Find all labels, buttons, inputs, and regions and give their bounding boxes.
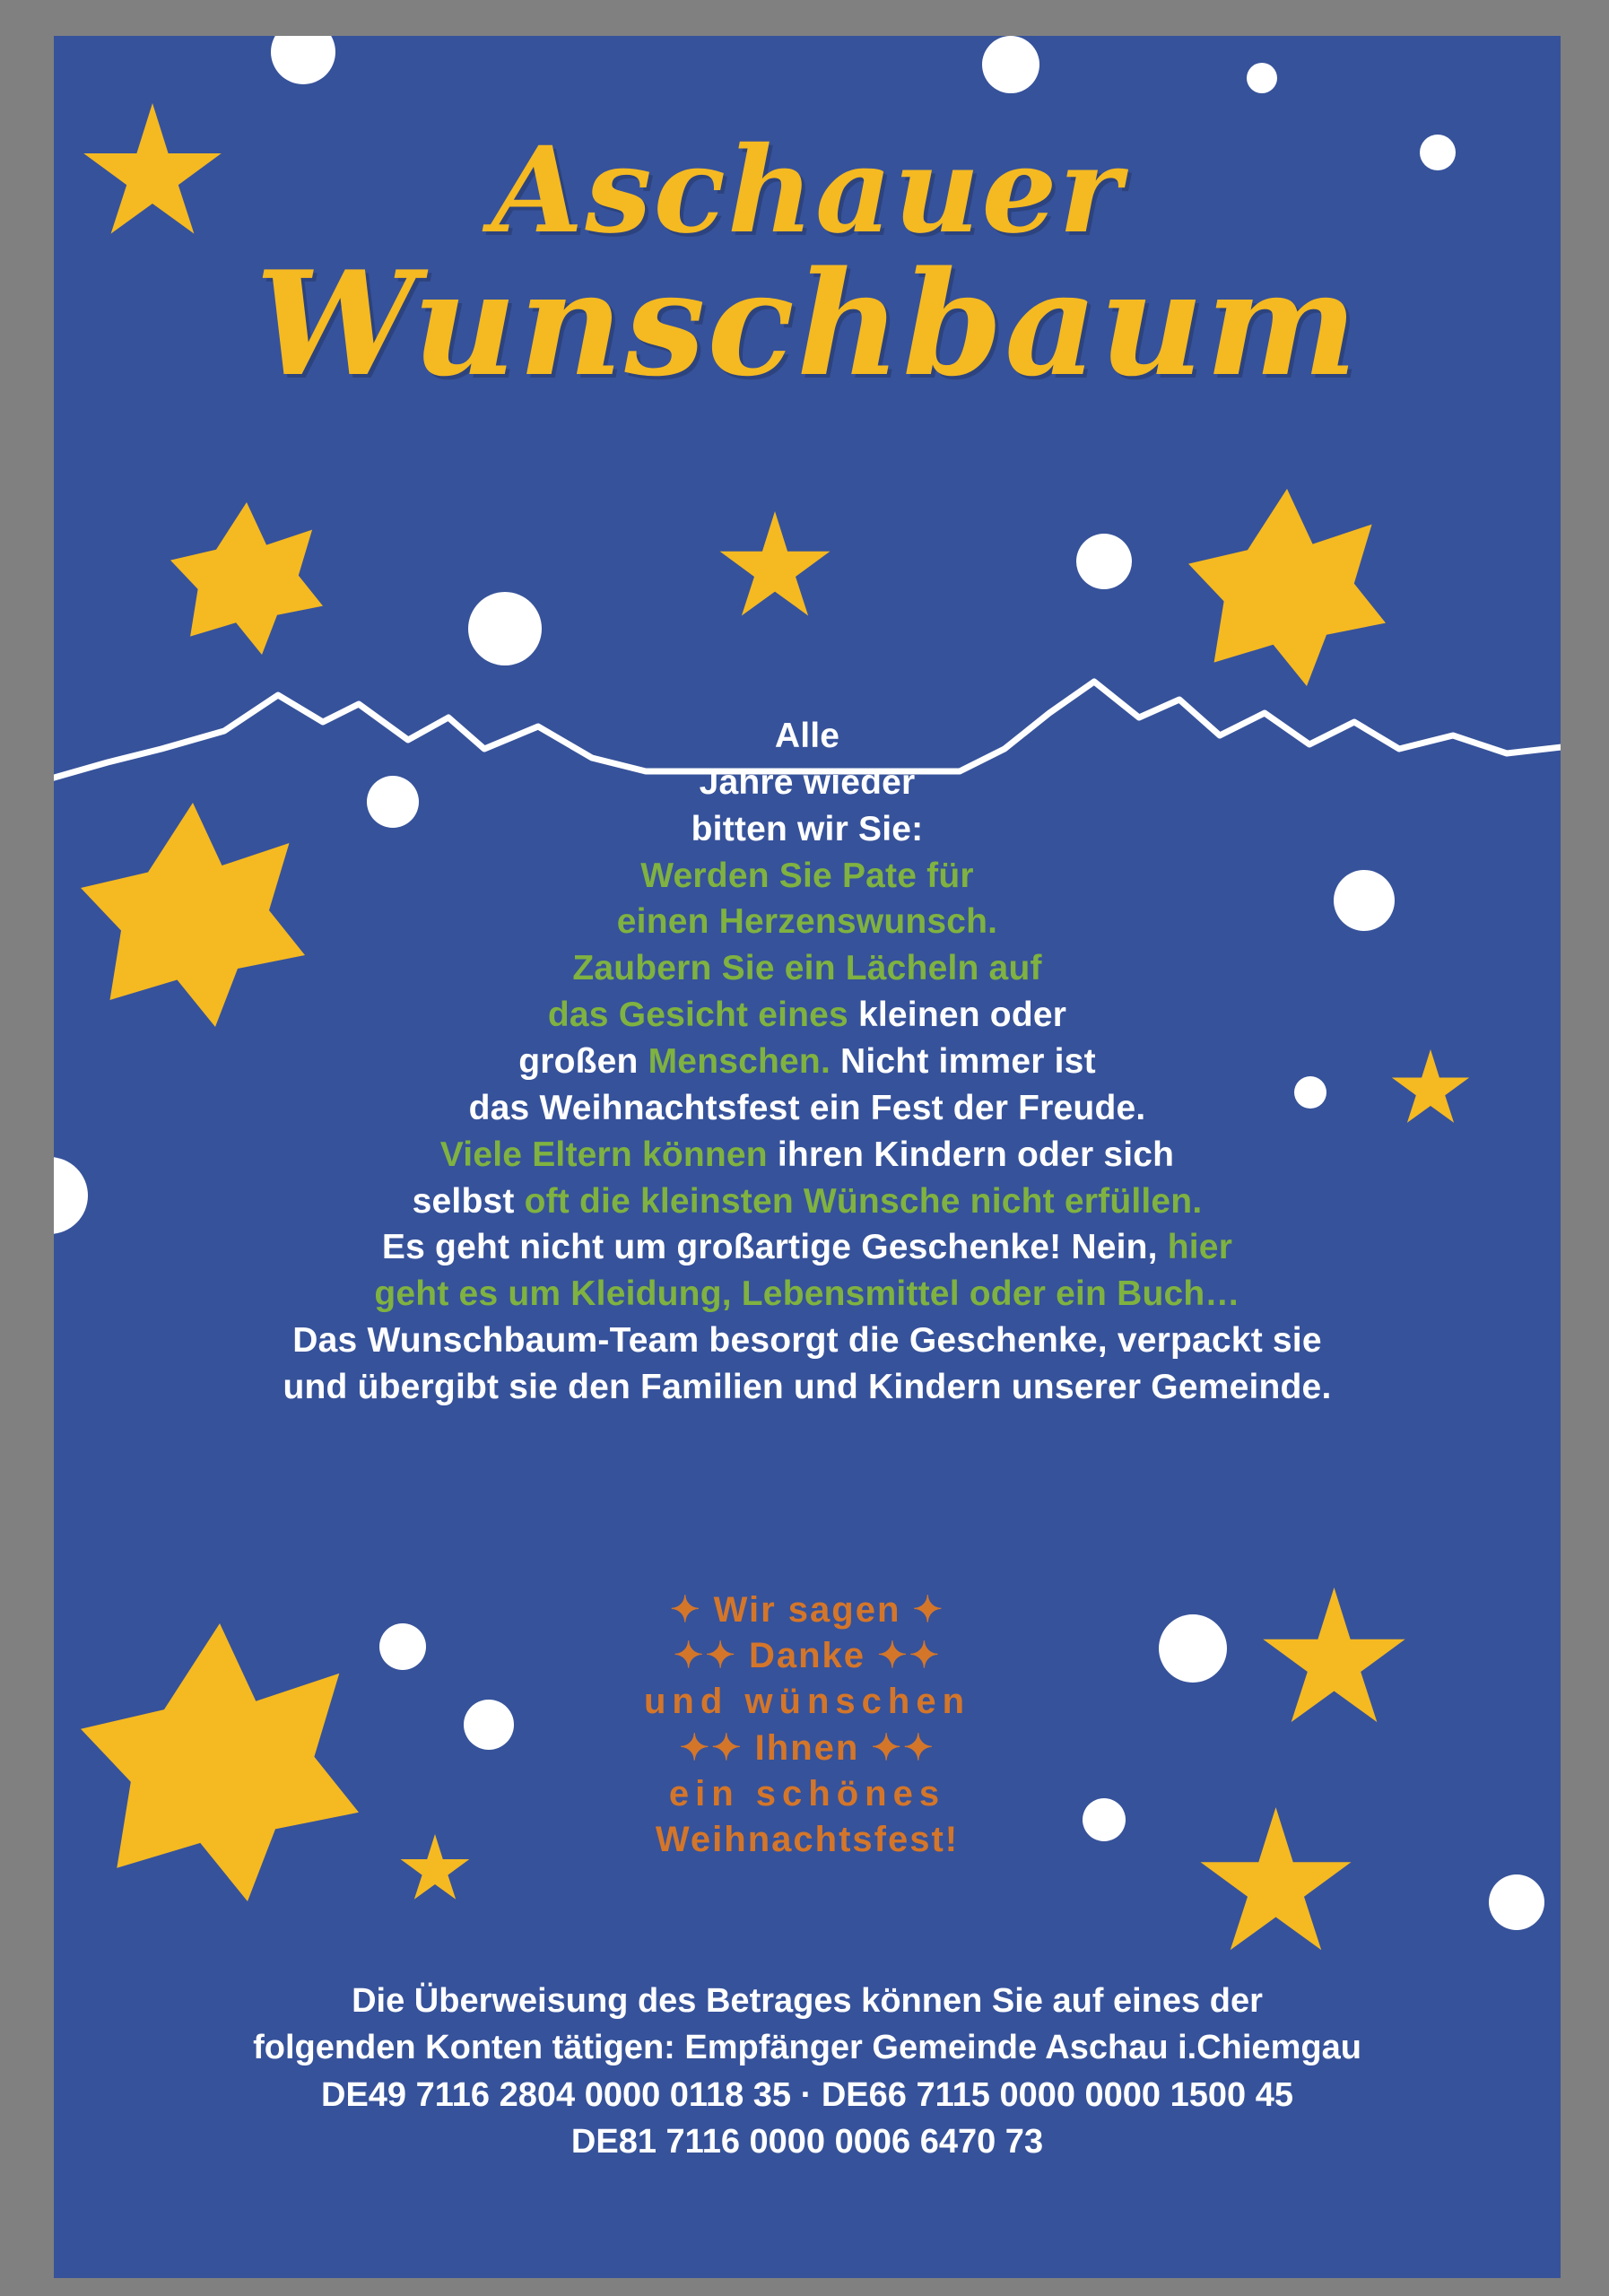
intro-text-segment: und übergibt sie den Familien und Kindern unserer Gemeinde. <box>283 1368 1332 1407</box>
snow-dot <box>464 1700 514 1750</box>
intro-text-segment: das Gesicht eines <box>547 996 858 1035</box>
intro-line <box>117 806 1498 853</box>
star-decoration <box>1260 1587 1408 1735</box>
thanks-block <box>556 1587 1058 1863</box>
snow-dot <box>468 592 542 665</box>
intro-text-segment: Nicht immer ist <box>830 1042 1096 1082</box>
star-decoration <box>170 502 323 655</box>
intro-line <box>117 760 1498 806</box>
intro-line <box>117 1085 1498 1132</box>
intro-line <box>117 1271 1498 1318</box>
intro-line <box>117 1132 1498 1178</box>
thanks-line: ✦✦ Ihnen ✦✦ <box>679 1727 935 1768</box>
intro-line <box>117 1318 1498 1364</box>
intro-text-segment: geht es um Kleidung, Lebensmittel oder ein Buch… <box>374 1274 1240 1314</box>
intro-text-segment: Das Wunschbaum-Team besorgt die Geschenke, verpackt sie <box>292 1321 1322 1361</box>
intro-line <box>117 853 1498 900</box>
star-decoration <box>1188 489 1386 686</box>
intro-line <box>117 899 1498 945</box>
snow-dot <box>1247 63 1277 93</box>
bank-line: DE49 7116 2804 0000 0118 35 · DE66 7115 0000 0000 1500 45 <box>321 2075 1293 2114</box>
intro-text-segment: bitten wir Sie: <box>691 809 924 848</box>
star-decoration <box>718 511 832 626</box>
star-decoration <box>81 1623 359 1901</box>
thanks-line: ✦✦ Danke ✦✦ <box>673 1636 942 1676</box>
snow-dot <box>1159 1614 1227 1683</box>
poster-title <box>54 121 1561 409</box>
intro-text-segment: Werden Sie Pate für <box>640 856 974 895</box>
intro-line <box>117 713 1498 760</box>
intro-text-segment: selbst <box>412 1181 525 1221</box>
intro-text-segment: hier <box>1167 1228 1233 1267</box>
bank-details-block <box>117 1978 1498 2166</box>
intro-text-segment: Es geht nicht um großartige Geschenke! Nein, <box>381 1228 1168 1267</box>
snow-dot <box>1083 1798 1126 1841</box>
intro-text-block <box>117 713 1498 1411</box>
star-decoration <box>1197 1807 1354 1964</box>
title-line-1: Aschauer <box>491 121 1124 260</box>
thanks-line: Weihnachtsfest! <box>655 1819 960 1859</box>
intro-line <box>117 992 1498 1039</box>
thanks-line: ✦ Wir sagen ✦ <box>669 1590 945 1630</box>
intro-text-segment: kleinen oder <box>857 996 1067 1035</box>
snow-dot <box>379 1623 426 1670</box>
thanks-line: und wünschen <box>644 1682 970 1722</box>
bank-line: Die Überweisung des Betrages können Sie auf eines der <box>352 1982 1263 2020</box>
snow-dot <box>1489 1874 1544 1930</box>
star-decoration <box>399 1834 471 1906</box>
intro-text-segment: oft die kleinsten Wünsche nicht erfüllen. <box>524 1181 1203 1221</box>
intro-text-segment: Zaubern Sie ein Lächeln auf <box>572 949 1042 988</box>
intro-text-segment: Jahre wieder <box>699 762 916 802</box>
intro-line <box>117 1178 1498 1225</box>
snow-dot <box>54 1157 88 1234</box>
intro-text-segment: das Weihnachtsfest ein Fest der Freude. <box>468 1088 1146 1127</box>
intro-text-segment: Viele Eltern können <box>439 1135 778 1174</box>
title-line-2: Wunschbaum <box>255 239 1360 409</box>
intro-line <box>117 945 1498 992</box>
intro-line <box>117 1224 1498 1271</box>
snow-dot <box>982 36 1039 93</box>
snow-dot <box>1076 534 1132 589</box>
bank-line: DE81 7116 0000 0006 6470 73 <box>570 2123 1044 2161</box>
intro-text-segment: Alle <box>774 717 840 755</box>
intro-text-segment: Menschen. <box>648 1042 831 1082</box>
intro-line <box>117 1039 1498 1085</box>
intro-text-segment: großen <box>518 1042 648 1082</box>
bank-line: folgenden Konten tätigen: Empfänger Gemeinde Aschau i.Chiemgau <box>253 2029 1361 2067</box>
intro-text-segment: einen Herzenswunsch. <box>616 902 998 942</box>
intro-line <box>117 1364 1498 1411</box>
snow-dot <box>271 36 335 84</box>
poster-canvas <box>54 36 1561 2278</box>
intro-text-segment: ihren Kindern oder sich <box>777 1135 1175 1174</box>
thanks-line: ein schönes <box>668 1773 946 1813</box>
